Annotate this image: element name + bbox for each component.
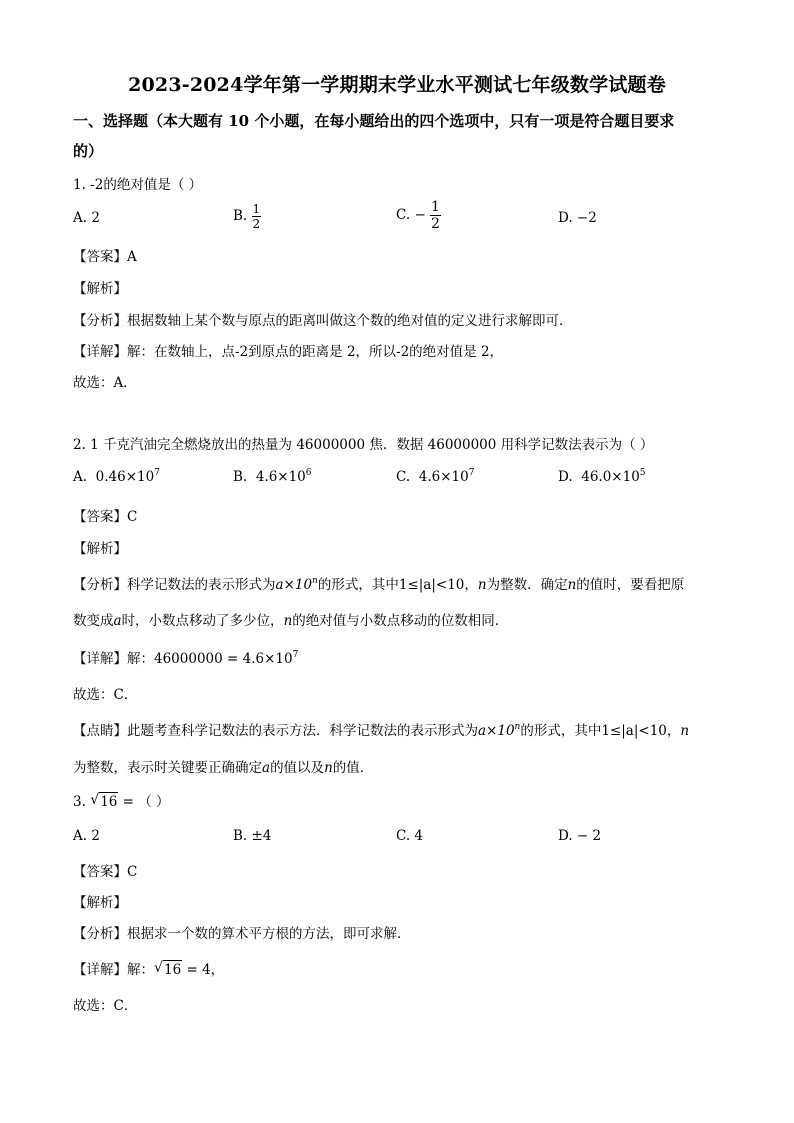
q1-option-c-sign: − xyxy=(414,207,426,223)
q2-option-c-base: 4.6×10 xyxy=(418,469,469,485)
q2-analysis-line1 xyxy=(73,573,684,593)
q1-option-b-num: 1 xyxy=(252,202,261,216)
q3-detail-radicand: 16 xyxy=(164,962,182,978)
q2-option-d xyxy=(558,468,646,485)
q2-options xyxy=(73,468,733,492)
q3-option-b: B. ±4 xyxy=(233,828,272,844)
q1-options xyxy=(73,199,733,237)
q2-analysis-l1-formula-exp: n xyxy=(312,576,318,586)
q1-answer: 【答案】A xyxy=(73,249,137,265)
q2-option-d-base: 46.0×10 xyxy=(581,469,640,485)
q1-option-a: A. 2 xyxy=(73,210,100,226)
q3-stem-radicand: 16 xyxy=(100,794,118,810)
q1-choice: 故选：A． xyxy=(73,375,137,391)
q2-comment-l1-a: 【点睛】此题考查科学记数法的表示方法．科学记数法的表示形式为 xyxy=(73,723,478,739)
q2-analysis-l1-c: ， xyxy=(464,577,478,593)
q3-answer: 【答案】C xyxy=(73,864,138,880)
section-heading-line2: 的） xyxy=(73,142,104,160)
q1-option-b-den: 2 xyxy=(252,217,261,231)
q2-analysis-l1-d: 为整数．确定 xyxy=(486,577,568,593)
q3-option-c: C. 4 xyxy=(396,828,424,844)
q1-option-c-num: 1 xyxy=(431,199,440,215)
q3-analysis-head: 【解析】 xyxy=(73,895,127,911)
q3-stem-num: 3. xyxy=(73,794,86,810)
q2-option-c xyxy=(396,468,474,485)
q2-analysis-l1-n2: n xyxy=(567,577,577,593)
q3-option-d: D. − 2 xyxy=(558,828,602,844)
q2-option-b-exp: 6 xyxy=(305,468,312,478)
q2-detail-exp: 7 xyxy=(292,650,299,660)
q2-analysis-l2-a: 数变成 xyxy=(73,613,114,629)
q2-analysis-l1-b: 的形式，其中 xyxy=(317,577,399,593)
q3-options xyxy=(73,828,733,850)
q2-option-d-label: D. xyxy=(558,469,573,485)
q2-comment-l2-n: n xyxy=(324,760,333,776)
q2-choice: 故选：C． xyxy=(73,687,138,703)
q2-analysis-l1-n: n xyxy=(477,577,487,593)
q2-analysis-l2-b: 时，小数点移动了多少位， xyxy=(121,613,284,629)
q1-stem: 1. -2的绝对值是（ ） xyxy=(73,177,203,193)
q2-option-b-label: B. xyxy=(233,469,248,485)
q3-detail-rest: = 4， xyxy=(182,962,225,978)
q1-analysis: 【分析】根据数轴上某个数与原点的距离叫做这个数的绝对值的定义进行求解即可． xyxy=(73,313,573,329)
q2-option-b xyxy=(233,468,312,485)
q2-comment-l1-n: n xyxy=(680,723,690,739)
q1-detail: 【详解】解：在数轴上，点-2到原点的距离是 2，所以-2的绝对值是 2， xyxy=(73,344,504,360)
q2-comment-l2-b: 的值以及 xyxy=(270,760,325,776)
q1-option-c xyxy=(396,200,441,231)
q2-option-c-exp: 7 xyxy=(468,468,475,478)
q3-detail-a: 【详解】解： xyxy=(73,962,154,978)
q1-option-c-den: 2 xyxy=(431,216,440,232)
q2-comment-l2-c: 的值． xyxy=(332,760,374,776)
q3-analysis: 【分析】根据求一个数的算术平方根的方法，即可求解． xyxy=(73,926,411,942)
q2-comment-l2-a: 为整数，表示时关键要正确确定 xyxy=(73,760,262,776)
q2-comment-l1-formula-exp: n xyxy=(514,722,521,732)
sqrt-sign-icon: √ xyxy=(154,960,163,976)
q2-option-a-label: A. xyxy=(73,469,88,485)
q2-analysis-line2 xyxy=(73,609,508,629)
q2-analysis-l2-n: n xyxy=(283,613,293,629)
q1-option-d: D. −2 xyxy=(558,210,597,226)
q2-analysis-l1-e: 的值时，要看把原 xyxy=(576,577,685,593)
q2-analysis-l2-avar: a xyxy=(113,613,122,629)
q2-option-b-base: 4.6×10 xyxy=(255,469,306,485)
q2-option-a-base: 0.46×10 xyxy=(95,469,155,485)
q2-detail-a: 【详解】解： xyxy=(73,651,154,667)
q3-detail xyxy=(73,958,224,978)
q2-analysis-l1-ineq: 1≤|a|<10 xyxy=(398,577,465,593)
q2-analysis-l2-c: 的绝对值与小数点移动的位数相同． xyxy=(292,613,509,629)
q2-stem: 2. 1 千克汽油完全燃烧放出的热量为 46000000 焦．数据 46000000 用科学记数法表示为（ ） xyxy=(73,437,654,453)
q2-comment-l2-avar: a xyxy=(262,760,271,776)
q2-option-a-exp: 7 xyxy=(154,468,160,478)
q2-option-a xyxy=(73,468,160,485)
q1-option-b-fraction xyxy=(252,203,262,230)
q1-option-b xyxy=(233,203,261,230)
q2-analysis-l1-formula: a×10 xyxy=(275,577,313,593)
section-heading-line1: 一、选择题（本大题有 10 个小题，在每小题给出的四个选项中，只有一项是符合题目要求 xyxy=(73,112,675,130)
q3-detail-sqrt xyxy=(154,962,182,978)
q1-option-b-label: B. xyxy=(233,208,248,224)
q1-analysis-head: 【解析】 xyxy=(73,281,127,297)
q2-detail xyxy=(73,647,298,667)
page-title: 2023-2024学年第一学期期末学业水平测试七年级数学试题卷 xyxy=(128,74,666,96)
q2-analysis-l1-a: 【分析】科学记数法的表示形式为 xyxy=(73,577,276,593)
sqrt-sign-icon: √ xyxy=(90,792,100,808)
q2-comment-line1 xyxy=(73,719,689,739)
q3-stem-rest: = （ ） xyxy=(118,794,170,810)
q2-comment-l1-ineq: 1≤|a|<10 xyxy=(601,723,667,739)
q1-option-c-label: C. xyxy=(396,207,411,223)
q1-option-c-fraction xyxy=(430,200,441,231)
q2-comment-l1-b: 的形式，其中 xyxy=(520,723,602,739)
q2-comment-l1-formula: a×10 xyxy=(478,723,515,739)
q2-option-d-exp: 5 xyxy=(639,468,646,478)
q2-answer: 【答案】C xyxy=(73,509,138,525)
q3-stem-sqrt xyxy=(90,794,118,810)
q3-option-a: A. 2 xyxy=(73,828,100,844)
q2-comment-line2 xyxy=(73,756,373,776)
q2-detail-eq: 46000000 = 4.6×10 xyxy=(154,651,293,667)
q3-choice: 故选：C． xyxy=(73,998,138,1014)
q2-analysis-head: 【解析】 xyxy=(73,541,127,557)
q3-stem xyxy=(73,790,170,810)
q2-comment-l1-c: ， xyxy=(666,723,681,739)
q2-option-c-label: C. xyxy=(396,469,411,485)
